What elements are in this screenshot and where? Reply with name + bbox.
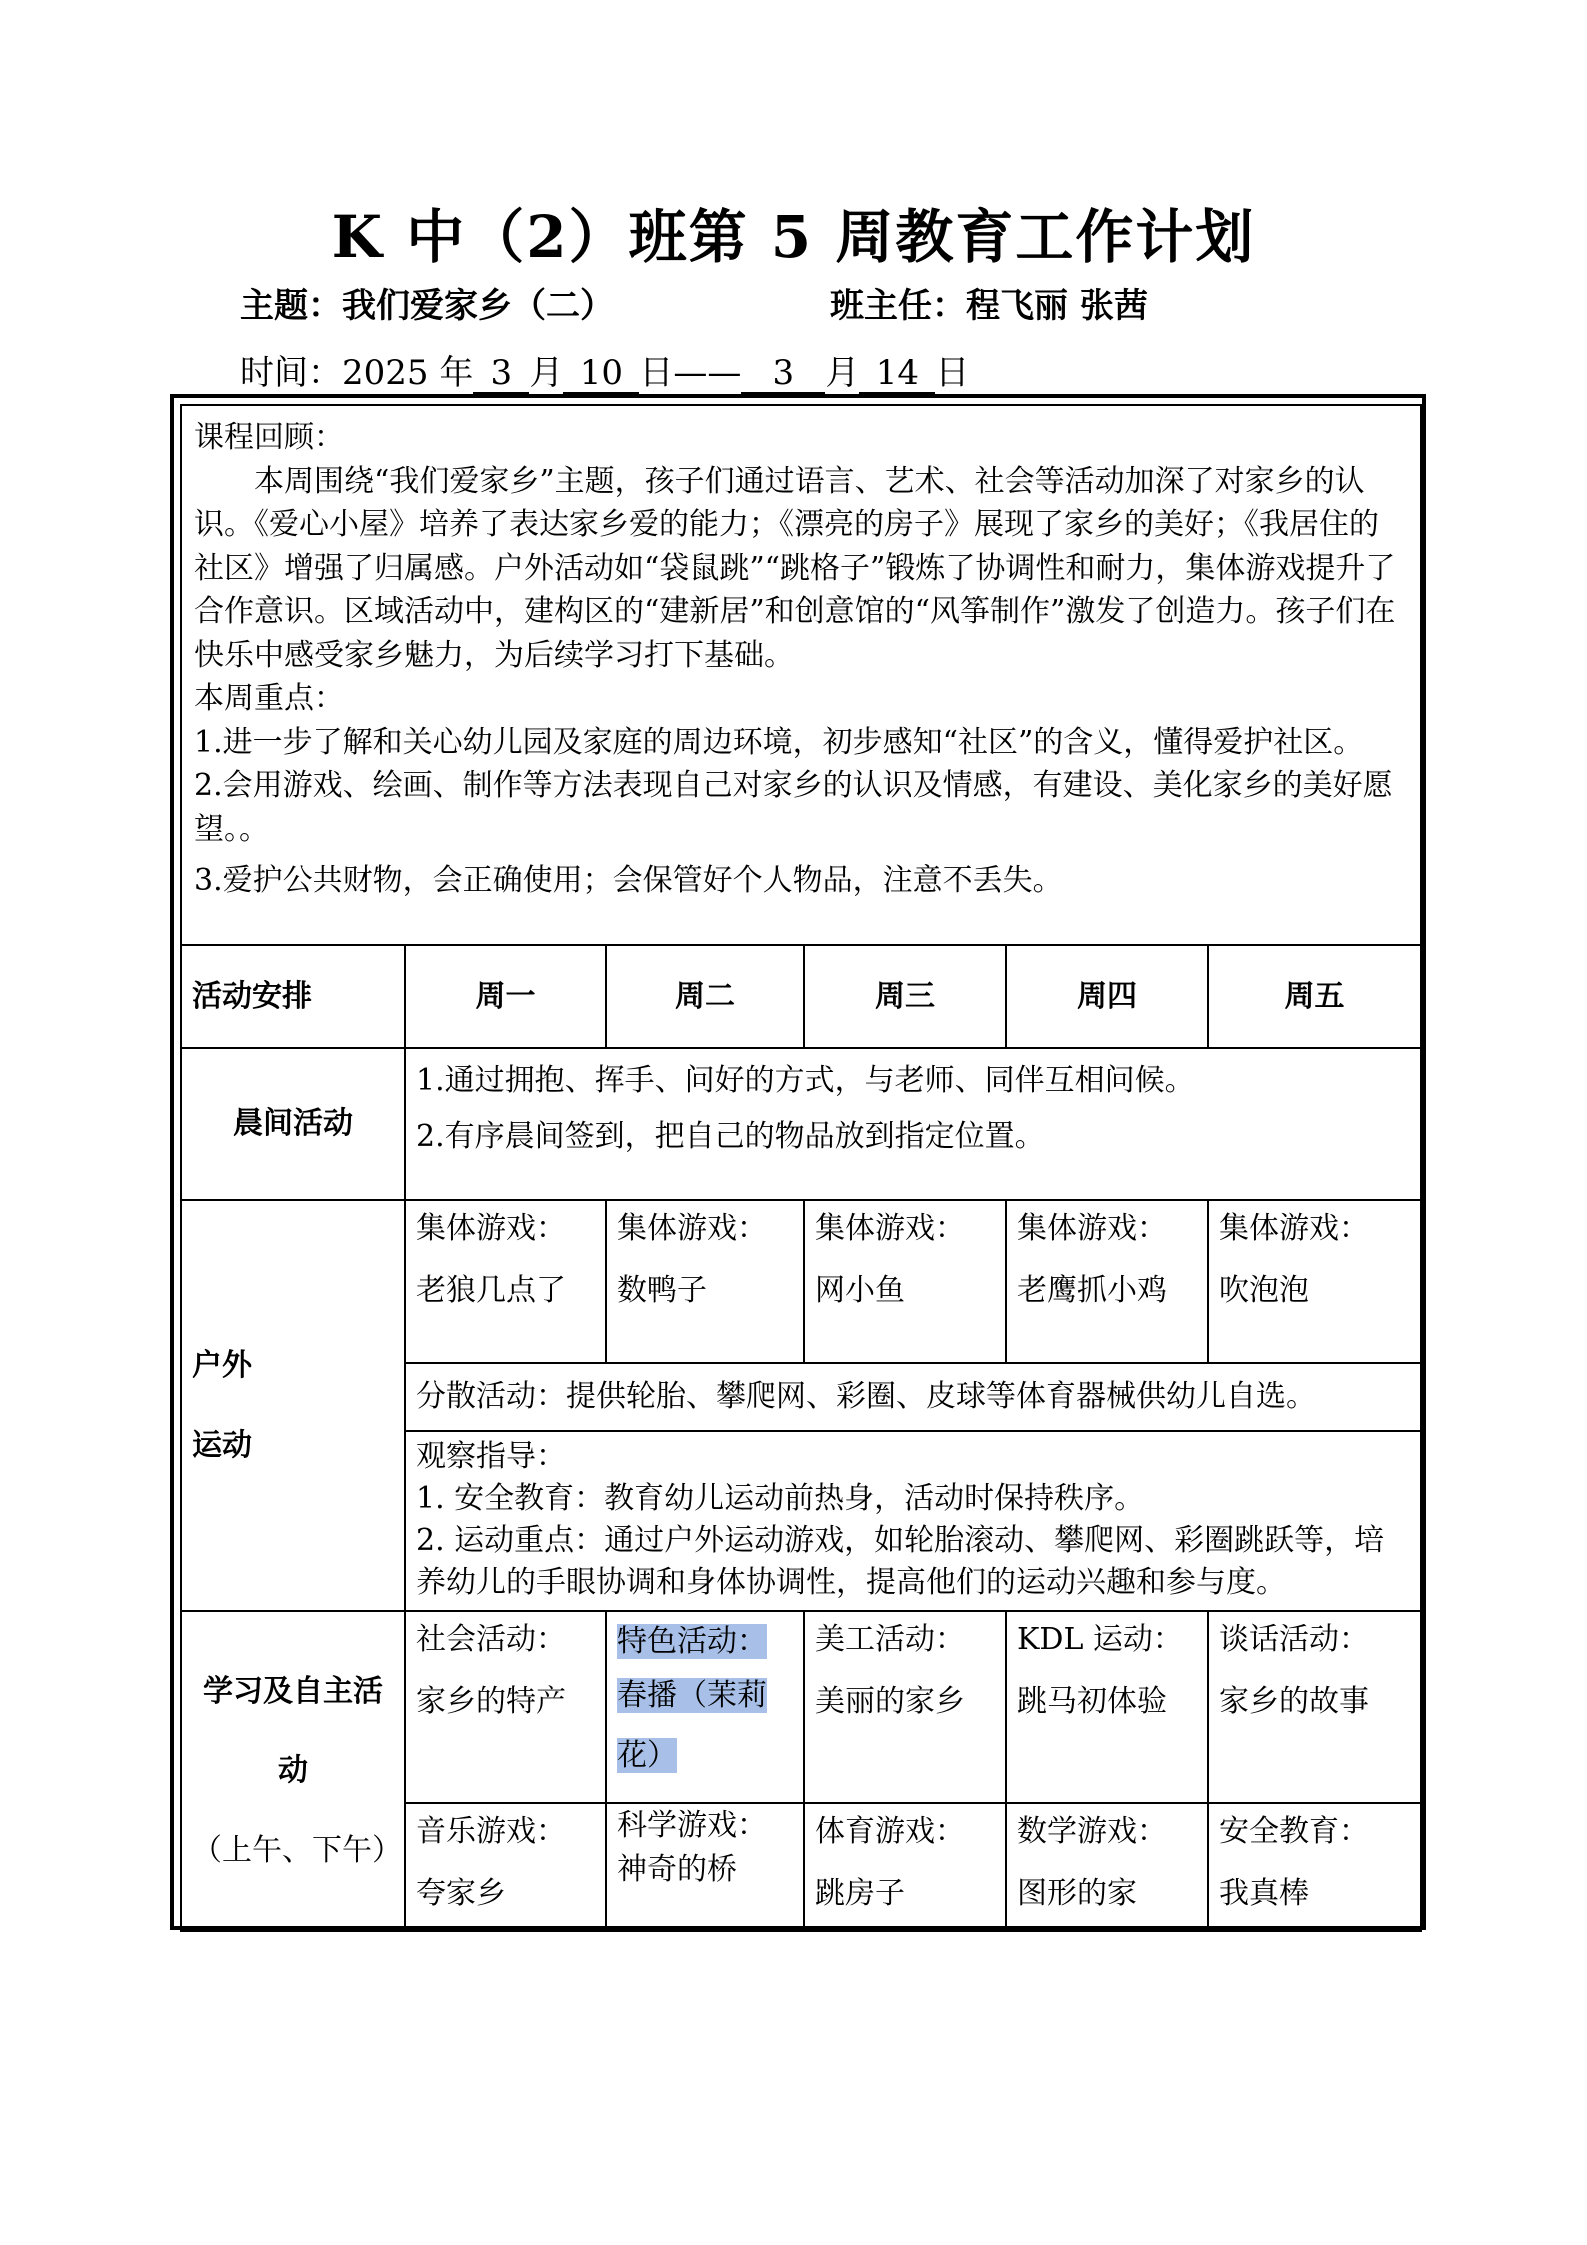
activity-name: 家乡的故事: [1219, 1683, 1369, 1719]
activity-type: 科学游戏：: [617, 1808, 767, 1843]
activity-type: 体育游戏：: [815, 1814, 965, 1849]
activity-type: 音乐游戏：: [416, 1814, 566, 1849]
theme-value: 我们爱家乡（二）: [342, 286, 614, 326]
game-name: 老鹰抓小鸡: [1017, 1272, 1167, 1308]
theme-label: 主题：: [240, 286, 342, 326]
activity-name: 神奇的桥: [617, 1851, 737, 1887]
group-game-cell: [1006, 1200, 1208, 1363]
game-name: 数鸭子: [617, 1272, 707, 1308]
year: 2025 年: [342, 353, 474, 393]
game-type: 集体游戏：: [815, 1211, 965, 1246]
plan-table-frame: [170, 394, 1426, 1930]
guidance-cell: [405, 1431, 1421, 1611]
outdoor-label-line: 运动: [192, 1427, 252, 1463]
end-day: 14: [859, 356, 935, 394]
guidance-label: 观察指导：: [416, 1439, 566, 1474]
morning-item: 1.通过拥抱、挥手、问好的方式，与老师、同伴互相问候。: [416, 1063, 1195, 1098]
learning-label-line: 动: [278, 1753, 308, 1789]
learning-label: [181, 1611, 405, 1931]
learning-label-line: （上午、下午）: [192, 1832, 402, 1868]
activity-cell: [1208, 1803, 1421, 1931]
start-day: 10: [563, 356, 639, 394]
guidance-item: 2. 运动重点：通过户外运动游戏，如轮胎滚动、攀爬网、彩圈跳跃等，培养幼儿的手眼协调和身体协调性，提高他们的运动兴趣和参与度。: [416, 1523, 1385, 1600]
day-header: 周五: [1208, 945, 1421, 1048]
outdoor-label: [181, 1200, 405, 1611]
schedule-header-label: 活动安排: [181, 945, 405, 1048]
activity-cell: [804, 1803, 1006, 1931]
activity-type: 美工活动：: [815, 1622, 965, 1657]
teacher-value: 程飞丽 张茜: [966, 286, 1148, 326]
theme-line: [240, 278, 614, 327]
activity-type: 数学游戏：: [1017, 1814, 1167, 1849]
month-char-2: 月: [825, 353, 860, 393]
game-name: 吹泡泡: [1219, 1272, 1309, 1308]
focus-label: 本周重点：: [194, 681, 344, 716]
activity-name: 美丽的家乡: [815, 1683, 965, 1719]
guidance-item: 1. 安全教育：教育幼儿运动前热身，活动时保持秩序。: [416, 1481, 1145, 1516]
activity-name: 夸家乡: [416, 1875, 506, 1911]
date-dash: ——: [673, 353, 742, 393]
group-game-cell: [1208, 1200, 1421, 1363]
game-name: 网小鱼: [815, 1272, 905, 1308]
focus-item: 2.会用游戏、绘画、制作等方法表现自己对家乡的认识及情感，有建设、美化家乡的美好愿望。。: [194, 768, 1393, 847]
start-month: 3: [473, 356, 529, 394]
group-game-cell: [606, 1200, 804, 1363]
activity-name: 我真棒: [1219, 1875, 1309, 1911]
activity-cell: [1006, 1803, 1208, 1931]
activity-cell: [1208, 1611, 1421, 1803]
day-header: 周三: [804, 945, 1006, 1048]
day-header: 周一: [405, 945, 606, 1048]
scattered-activity: 分散活动：提供轮胎、攀爬网、彩圈、皮球等体育器械供幼儿自选。: [405, 1363, 1421, 1431]
activity-type: 社会活动：: [416, 1622, 566, 1657]
day-header: 周二: [606, 945, 804, 1048]
teacher-label: 班主任：: [830, 286, 966, 326]
page-title: K 中（2）班第 5 周教育工作计划: [331, 203, 1256, 271]
time-label: 时间：: [240, 353, 342, 393]
game-type: 集体游戏：: [617, 1211, 767, 1246]
activity-cell: [405, 1611, 606, 1803]
activity-name: 图形的家: [1017, 1875, 1137, 1911]
game-name: 老狼几点了: [416, 1272, 566, 1308]
activity-cell-highlighted: [606, 1611, 804, 1803]
activity-cell: [1006, 1611, 1208, 1803]
focus-item: 3.爱护公共财物，会正确使用；会保管好个人物品，注意不丢失。: [194, 863, 1063, 898]
group-game-cell: [405, 1200, 606, 1363]
activity-name: 跳房子: [815, 1875, 905, 1911]
review-label: 课程回顾：: [194, 420, 344, 455]
morning-item: 2.有序晨间签到，把自己的物品放到指定位置。: [416, 1118, 1045, 1154]
activity-type: 谈话活动：: [1219, 1622, 1369, 1657]
activity-cell: [804, 1611, 1006, 1803]
activity-cell: [606, 1803, 804, 1931]
month-char-1: 月: [529, 353, 564, 393]
game-type: 集体游戏：: [416, 1211, 566, 1246]
game-type: 集体游戏：: [1017, 1211, 1167, 1246]
learning-label-line: 学习及自主活: [203, 1673, 383, 1709]
review-text: 本周围绕“我们爱家乡”主题，孩子们通过语言、艺术、社会等活动加深了对家乡的认识。《爱心小屋》培养了表达家乡爱的能力；《漂亮的房子》展现了家乡的美好；《我居住的社区》增强了归属感。户外活动如“袋鼠跳”“跳格子”锻炼了协调性和耐力，集体游戏提升了合作意识。区域活动中，建构区的“建新居”和创意馆的“风筝制作”激发了创造力。孩子们在快乐中感受家乡魅力，为后续学习打下基础。: [194, 463, 1396, 673]
morning-label: 晨间活动: [181, 1048, 405, 1200]
review-cell: [181, 405, 1421, 945]
end-month: 3: [741, 356, 825, 394]
group-game-cell: [804, 1200, 1006, 1363]
day-char-2: 日: [935, 353, 970, 393]
focus-item: 1.进一步了解和关心幼儿园及家庭的周边环境，初步感知“社区”的含义，懂得爱护社区。: [194, 724, 1364, 760]
activity-name: 家乡的特产: [416, 1683, 566, 1719]
outdoor-label-line: 户外: [192, 1348, 252, 1383]
day-char-1: 日: [639, 353, 674, 393]
game-type: 集体游戏：: [1219, 1211, 1369, 1246]
teacher-line: [830, 278, 1148, 327]
day-header: 周四: [1006, 945, 1208, 1048]
activity-type: KDL 运动：: [1017, 1622, 1183, 1657]
activity-name: 跳马初体验: [1017, 1683, 1167, 1719]
morning-cell: [405, 1048, 1421, 1200]
activity-type: 特色活动：: [617, 1624, 767, 1659]
activity-type: 安全教育：: [1219, 1814, 1369, 1849]
plan-table: [180, 404, 1422, 1932]
activity-cell: [405, 1803, 606, 1931]
time-line: [240, 345, 969, 394]
activity-name: 春播（茉莉花）: [617, 1678, 767, 1773]
